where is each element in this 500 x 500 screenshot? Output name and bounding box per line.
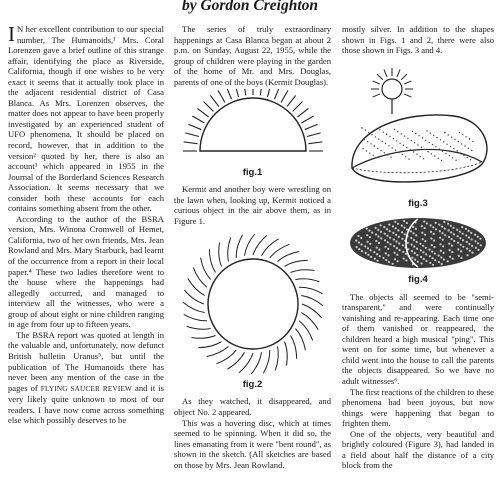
column-1 xyxy=(8,24,164,426)
paragraph: According to the author of the BSRA version, Mrs. Winona Cromwell of Hemet, California, two of her own friends, Mrs. Jean Rowland and Mrs. Mary Starbuck, had learnt of the occurrence from a report in their local paper.⁴ These two ladies therefore went to the house where the happenings had allegedly occurred, and managed to interview all the witnesses, who were a group of about eight or nine children ranging in age from four up to fifteen years. xyxy=(8,213,164,330)
paragraph: The series of truly extraordinary happenings at Casa Blanca began at about 2 p.m. on Sunday, August 22, 1955, while the group of children were playing in the garden of the home of Mr. and Mrs. Douglas, parents of one of the boys (Kermit Douglas). xyxy=(174,24,331,87)
paragraph xyxy=(8,24,164,214)
figure-4-caption: fig.4 xyxy=(408,273,428,285)
paragraph: mostly silver. In addition to the shapes shown in Figs. 1 and 2, there were also those shown in Figs. 3 and 4. xyxy=(342,24,494,56)
paragraph: Kermit and another boy were wrestling on the lawn when, looking up, Kermit noticed a curious object in the air above them, as in Figure 1. xyxy=(174,184,331,226)
figure-2-caption: fig.2 xyxy=(242,379,263,391)
byline: by Gordon Creighton xyxy=(181,0,319,14)
figure-1-caption: fig.1 xyxy=(242,167,263,179)
paragraph: The objects all seemed to be "semi-transparent," and were continually vanishing and re-appearing. Each time one of them vanished or reappeared, the children heard a high musical "ping". This went on for some time, but whenever a child went into the house to call the parents the objects disappeared. So we have no adult witnesses⁶. xyxy=(342,291,494,387)
figure-3-caption: fig.3 xyxy=(408,197,428,209)
paragraph: The first reactions of the children to these phenomena had been joyous, but now things were happening that began to frighten them. xyxy=(342,386,494,429)
paragraph xyxy=(8,330,164,426)
paragraph-text: The BSRA report was quoted at length in the valuable and, unfortunately, now defunct British bulletin Uranus⁵, but until the publication of The Humanoids there has never been any mention of the case in the pages of xyxy=(8,329,164,393)
column-3 xyxy=(342,24,494,471)
paragraph: One of the objects, very beautiful and brightly coloured (Figure 3), had landed in a field about half the distance of a city block from the xyxy=(342,428,494,471)
paragraph-text: N her excellent contribution to our special number, The Humanoids,¹ Mrs. Coral Lorenzen gave a brief outline of this strange affair, identifying the place as Riverside, California, though if one wishes to be very exact it seems that it actually took place in the adjacent residential district of Casa Blanca. As Mrs. Lorenzen observes, the matter does not appear to have been properly investigated by an experienced student of UFO phenomena. It should be placed on record, however, that in addition to the version² quoted by her, there is also an account³ which appeared in 1955 in the Journal of the Borderland Sciences Research Association. It seems necessary that we consider both these accounts for each contains something absent from the other. xyxy=(8,24,164,214)
paragraph-text: and it is very likely quite unknown to most of our readers. I have now come across something else which possibly deserves to be xyxy=(8,382,164,426)
figure-1-sunburst-dome xyxy=(178,89,328,167)
figure-3-domed-object xyxy=(344,58,492,198)
column-2 xyxy=(174,24,331,470)
figure-4-oval-object xyxy=(344,212,492,274)
figure-2-spinning-disc xyxy=(178,229,328,379)
small-caps-title: FLYING SAUCER REVIEW xyxy=(40,384,133,393)
paragraph: As they watched, it disappeared, and object No. 2 appeared. xyxy=(174,396,331,418)
paragraph: This was a hovering disc, which at times seemed to be spinning. When it did so, the lines emanating from it were "bent round", as shown in the sketch. (All sketches are based on those by Mrs. Jean Rowland. xyxy=(174,417,331,470)
drop-cap: I xyxy=(8,22,15,46)
